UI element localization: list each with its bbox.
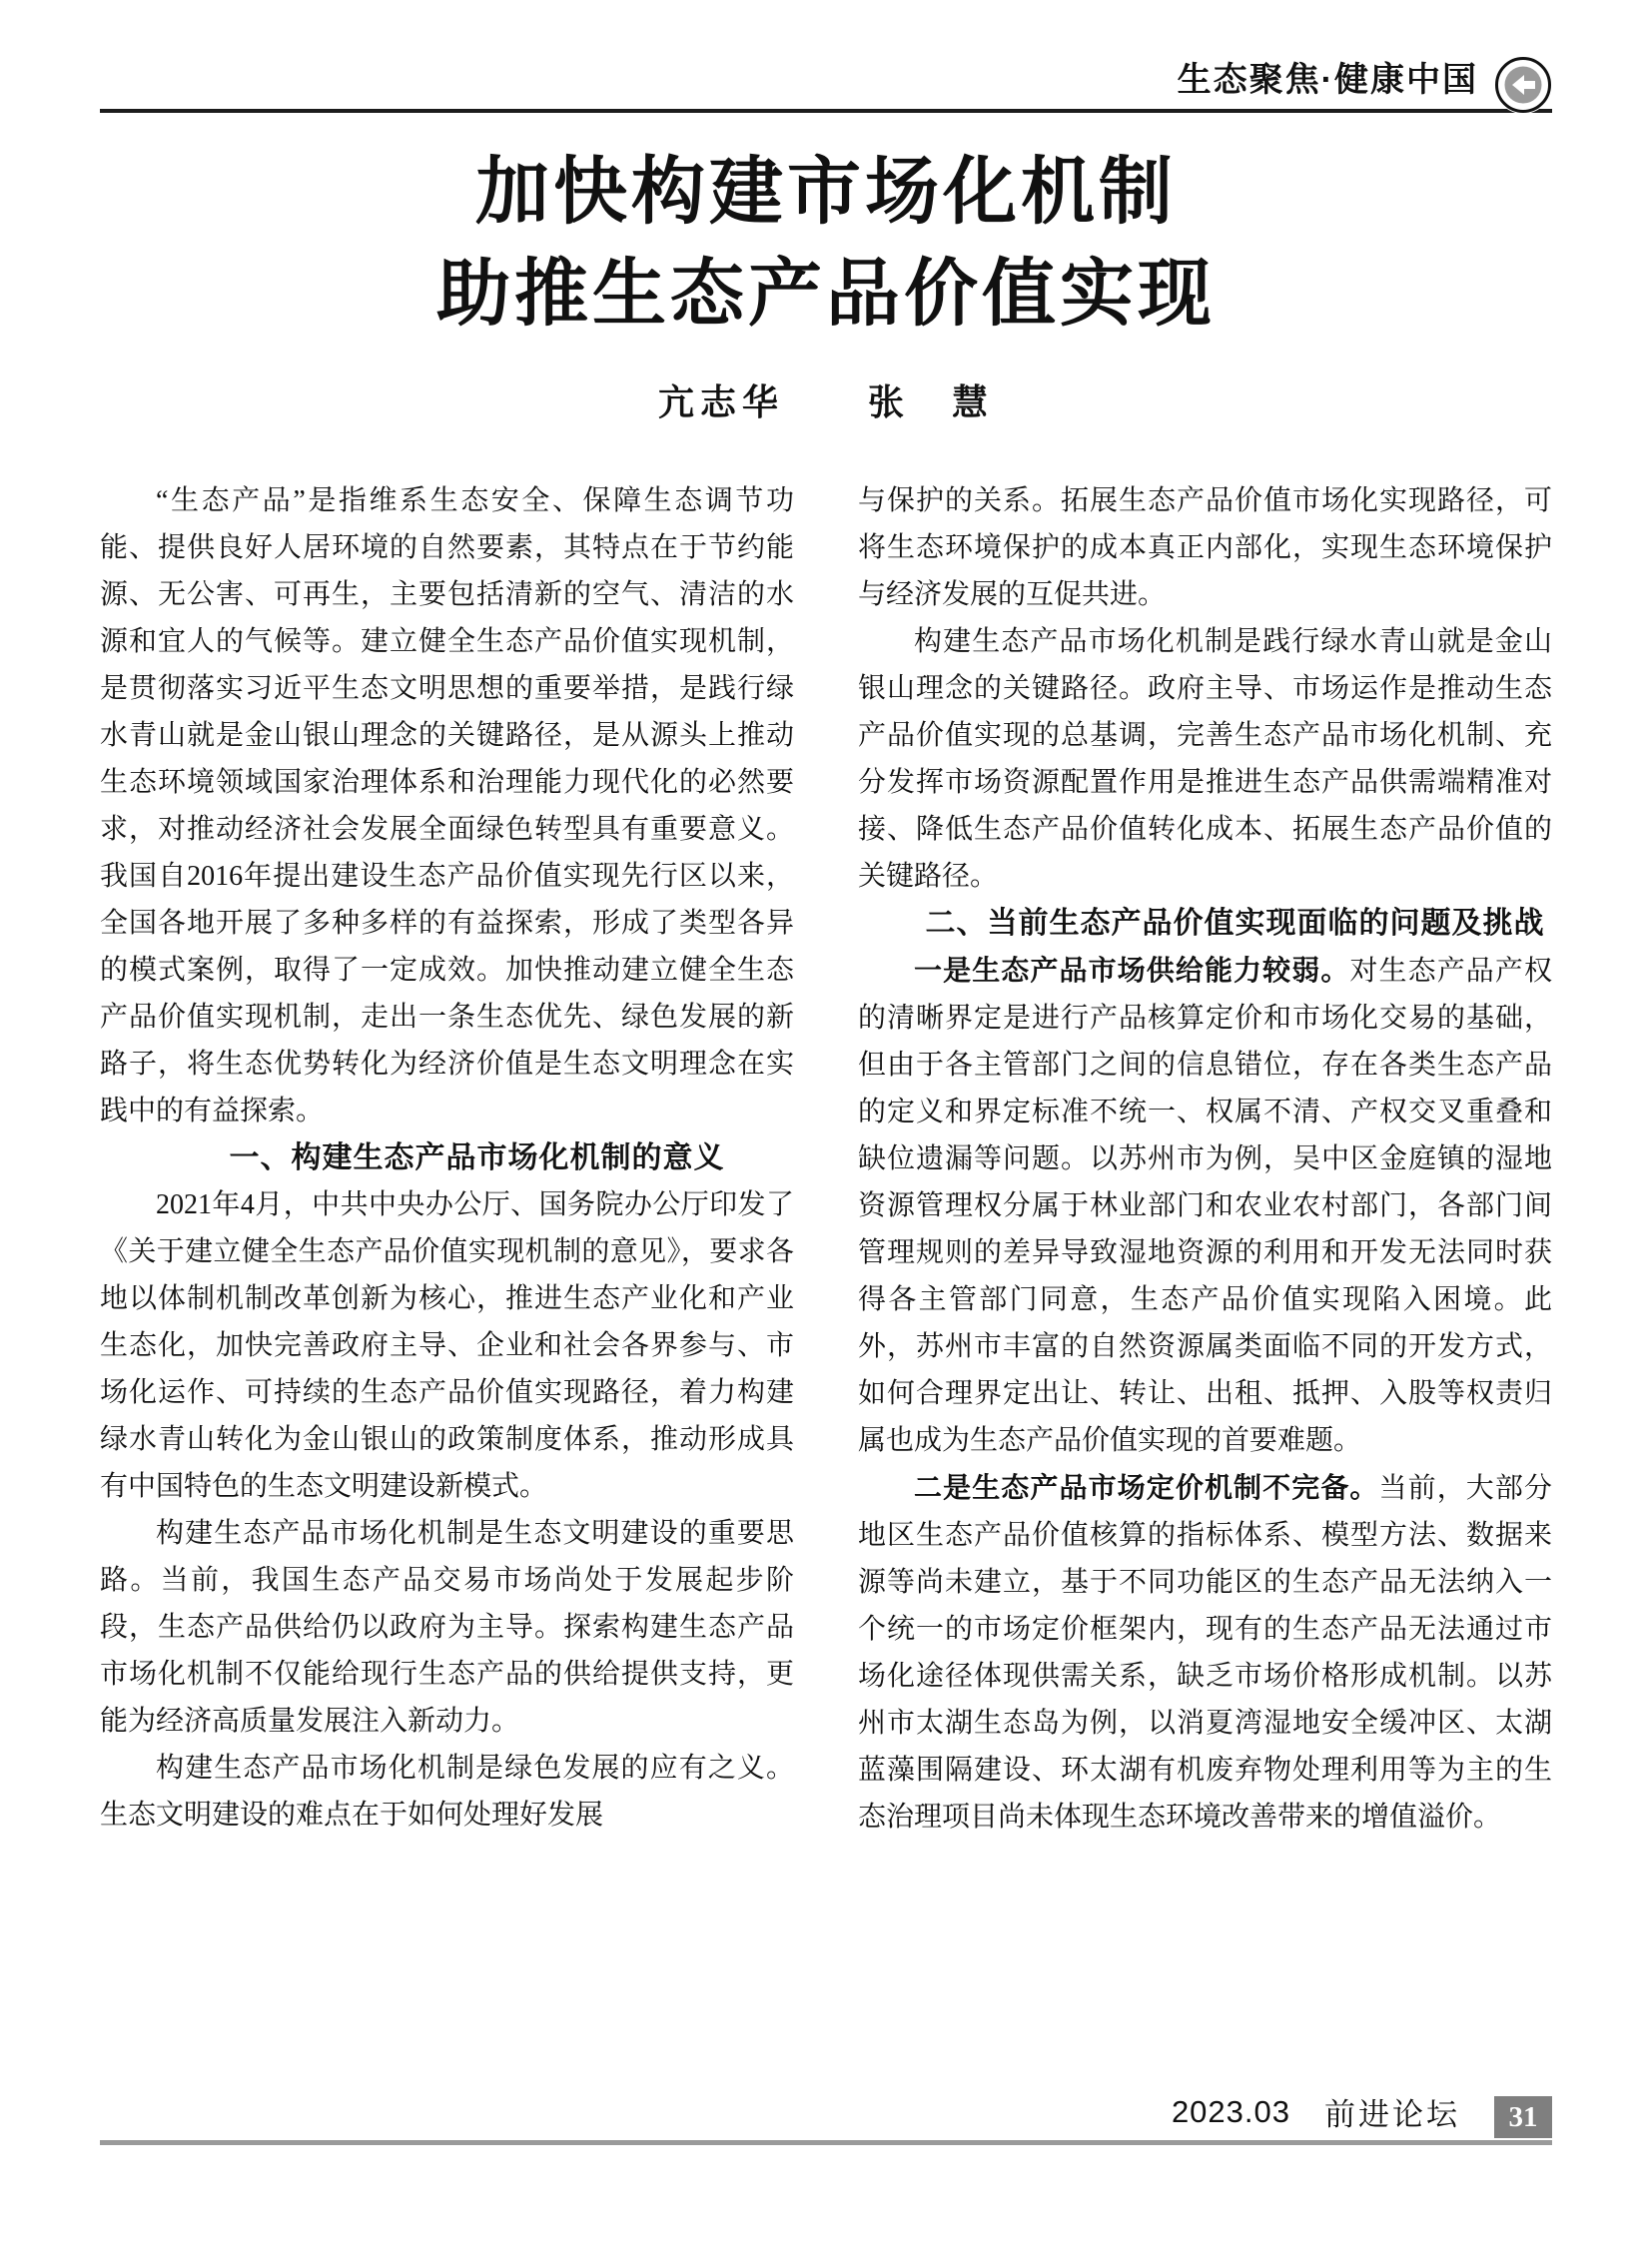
page-number-badge: 31 <box>1494 2096 1552 2138</box>
page-header <box>100 52 1552 113</box>
paragraph-lead: 一是生态产品市场供给能力较弱。 <box>914 955 1350 987</box>
footer-journal-name: 前进论坛 <box>1324 2097 1460 2132</box>
paragraph-continuation: 与保护的关系。拓展生态产品价值市场化实现路径，可将生态环境保护的成本真正内部化，实现生态环境保护与经济发展的互促共进。 <box>858 485 1552 611</box>
footer-row <box>100 2089 1552 2134</box>
back-arrow-icon <box>1494 56 1552 114</box>
paragraph: 构建生态产品市场化机制是践行绿水青山就是金山银山理念的关键路径。政府主导、市场运作是推动生态产品价值实现的总基调，完善生态产品市场化机制、充分发挥市场资源配置作用是推进生态产品供需端精准对接、降低生态产品价值转化成本、拓展生态产品价值的关键路径。 <box>858 626 1552 893</box>
left-column <box>100 477 794 2089</box>
paragraph-text: 当前，大部分地区生态产品价值核算的指标体系、模型方法、数据来源等尚未建立，基于不同功能区的生态产品无法纳入一个统一的市场定价框架内，现有的生态产品无法通过市场化途径体现供需关系，缺乏市场价格形成机制。以苏州市太湖生态岛为例，以消夏湾湿地安全缓冲区、太湖蓝藻围隔建设、环太湖有机废弃物处理利用等为主的生态治理项目尚未体现生态环境改善带来的增值溢价。 <box>858 1473 1552 1834</box>
paragraph-lead: 二是生态产品市场定价机制不完备。 <box>914 1472 1379 1504</box>
page-footer <box>100 2089 1552 2241</box>
paragraph <box>858 947 1552 1464</box>
section-heading-1: 一、构建生态产品市场化机制的意义 <box>229 1141 725 1175</box>
article-authors: 亢志华 张 慧 <box>657 381 994 423</box>
paragraph: “生态产品”是指维系生态安全、保障生态调节功能、提供良好人居环境的自然要素，其特点在于节约能源、无公害、可再生，主要包括清新的空气、清洁的水源和宜人的气候等。建立健全生态产品价值实现机制，是贯彻落实习近平生态文明思想的重要举措，是践行绿水青山就是金山银山理念的关键路径，是从源头上推动生态环境领域国家治理体系和治理能力现代化的必然要求，对推动经济社会发展全面绿色转型具有重要意义。我国自2016年提出建设生态产品价值实现先行区以来，全国各地开展了多种多样的有益探索，形成了类型各异的模式案例，取得了一定成效。加快推动建立健全生态产品价值实现机制，走出一条生态优先、绿色发展的新路子，将生态优势转化为经济价值是生态文明理念在实践中的有益探索。 <box>100 485 794 1127</box>
section-heading-2: 二、当前生态产品价值实现面临的问题及挑战 <box>925 907 1545 941</box>
article-title-line1: 加快构建市场化机制 <box>475 150 1177 233</box>
right-column <box>858 477 1552 2089</box>
paragraph <box>858 1464 1552 1841</box>
paragraph: 构建生态产品市场化机制是生态文明建设的重要思路。当前，我国生态产品交易市场尚处于发展起步阶段，生态产品供给仍以政府为主导。探索构建生态产品市场化机制不仅能给现行生态产品的供给提供支持，更能为经济高质量发展注入新动力。 <box>100 1518 794 1738</box>
article-title-line2: 助推生态产品价值实现 <box>436 252 1216 336</box>
paragraph-text: 对生态产品产权的清晰界定是进行产品核算定价和市场化交易的基础，但由于各主管部门之间的信息错位，存在各类生态产品的定义和界定标准不统一、权属不清、产权交叉重叠和缺位遗漏等问题。以苏州市为例，吴中区金庭镇的湿地资源管理权分属于林业部门和农业农村部门，各部门间管理规则的差异导致湿地资源的利用和开发无法同时获得各主管部门同意，生态产品价值实现陷入困境。此外，苏州市丰富的自然资源属类面临不同的开发方式，如何合理界定出让、转让、出租、抵押、入股等权责归属也成为生态产品价值实现的首要难题。 <box>858 956 1552 1457</box>
footer-issue: 2023.03 <box>1171 2093 1290 2129</box>
paragraph: 2021年4月，中共中央办公厅、国务院办公厅印发了《关于建立健全生态产品价值实现机制的意见》，要求各地以体制机制改革创新为核心，推进生态产业化和产业生态化，加快完善政府主导、企业和社会各界参与、市场化运作、可持续的生态产品价值实现路径，着力构建绿水青山转化为金山银山的政策制度体系，推动形成具有中国特色的生态文明建设新模式。 <box>100 1189 794 1503</box>
footer-rule <box>100 2140 1552 2145</box>
header-column-label: 生态聚焦·健康中国 <box>1177 61 1478 99</box>
article-body <box>100 477 1552 2089</box>
article-title <box>100 141 1552 345</box>
paragraph: 构建生态产品市场化机制是绿色发展的应有之义。生态文明建设的难点在于如何处理好发展 <box>100 1753 794 1832</box>
